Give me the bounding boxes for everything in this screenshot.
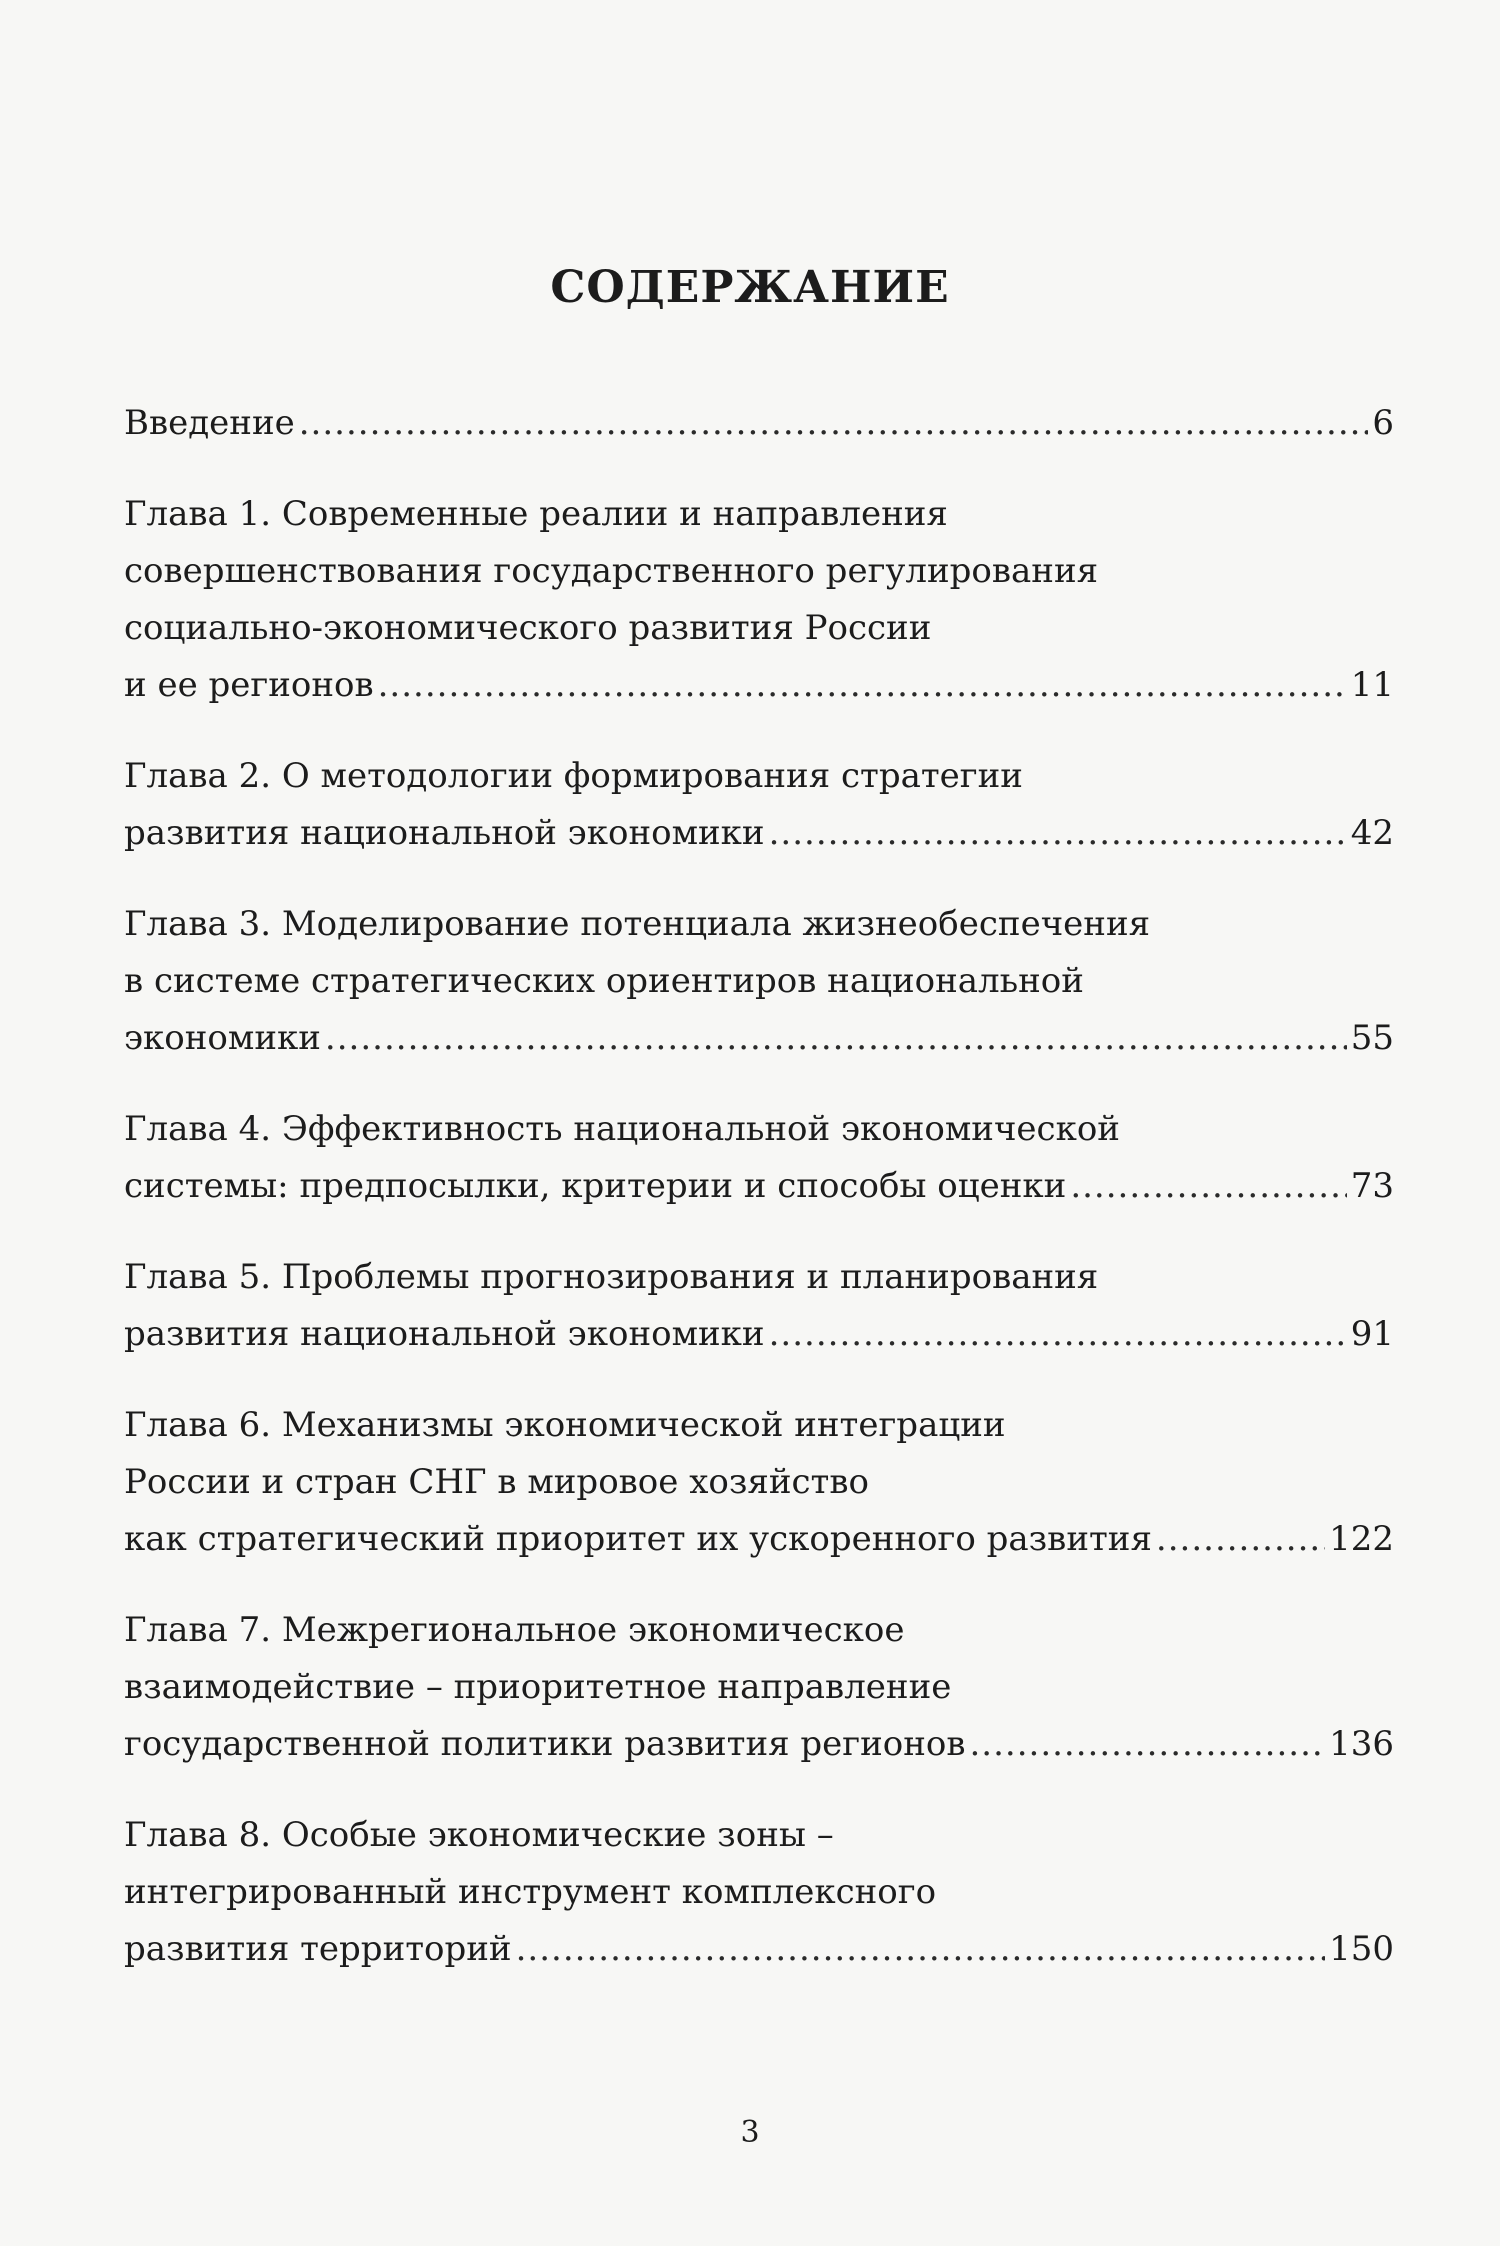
toc-entry-last-line	[124, 1158, 1394, 1215]
toc-entry-line: Глава 7. Межрегиональное экономическое	[124, 1610, 905, 1650]
toc-entry-last-line	[124, 1511, 1394, 1568]
toc-entry-text: как стратегический приоритет их ускоренного развития	[124, 1519, 1152, 1559]
toc-title: СОДЕРЖАНИЕ	[550, 262, 950, 313]
dot-leader	[769, 805, 1347, 862]
dot-leader	[325, 1010, 1347, 1067]
toc-entry-page: 122	[1329, 1519, 1394, 1559]
toc-entry	[124, 896, 1394, 1067]
dot-leader	[378, 657, 1347, 714]
toc-entry-page: 6	[1372, 403, 1394, 443]
toc-entry-page: 55	[1350, 1018, 1394, 1058]
dot-leader	[1070, 1158, 1346, 1215]
dot-leader	[516, 1921, 1325, 1978]
toc-entry-page: 42	[1350, 813, 1394, 853]
toc-entry-text: государственной политики развития регионов	[124, 1724, 966, 1764]
toc-entry-line: Глава 2. О методологии формирования стратегии	[124, 756, 1023, 796]
toc-entry-last-line	[124, 1010, 1394, 1067]
toc-entry-line: Глава 1. Современные реалии и направления	[124, 494, 948, 534]
toc-entry-text: экономики	[124, 1018, 321, 1058]
toc-entry-line: Глава 4. Эффективность национальной экономической	[124, 1109, 1120, 1149]
toc-entry-page: 11	[1350, 665, 1394, 705]
table-of-contents	[124, 395, 1394, 2012]
toc-entry-last-line	[124, 1716, 1394, 1773]
dot-leader	[1156, 1511, 1325, 1568]
toc-entry	[124, 748, 1394, 862]
toc-entry-text: системы: предпосылки, критерии и способы оценки	[124, 1166, 1067, 1206]
toc-entry-text: развития территорий	[124, 1929, 512, 1969]
dot-leader	[969, 1716, 1325, 1773]
toc-entry	[124, 395, 1394, 452]
toc-entry-line: взаимодействие – приоритетное направление	[124, 1667, 952, 1707]
toc-entry-line: в системе стратегических ориентиров национальной	[124, 961, 1084, 1001]
toc-entry	[124, 1397, 1394, 1568]
toc-entry-page: 91	[1350, 1314, 1394, 1354]
toc-entry-text: и ее регионов	[124, 665, 374, 705]
toc-entry-last-line	[124, 805, 1394, 862]
toc-entry-page: 150	[1329, 1929, 1394, 1969]
toc-entry	[124, 1249, 1394, 1363]
toc-entry-page: 136	[1329, 1724, 1394, 1764]
dot-leader	[769, 1306, 1347, 1363]
toc-entry-last-line	[124, 1921, 1394, 1978]
toc-entry-text: Введение	[124, 403, 295, 443]
toc-entry-line: Глава 3. Моделирование потенциала жизнеобеспечения	[124, 904, 1151, 944]
toc-entry-last-line	[124, 1306, 1394, 1363]
toc-entry-text: развития национальной экономики	[124, 813, 765, 853]
toc-entry-line: Глава 8. Особые экономические зоны –	[124, 1815, 834, 1855]
toc-entry	[124, 1101, 1394, 1215]
toc-entry-line: интегрированный инструмент комплексного	[124, 1872, 937, 1912]
toc-entry	[124, 486, 1394, 714]
page-number: 3	[740, 2115, 760, 2150]
toc-entry	[124, 1807, 1394, 1978]
toc-entry-line: России и стран СНГ в мировое хозяйство	[124, 1462, 869, 1502]
toc-entry-line: совершенствования государственного регулирования	[124, 551, 1099, 591]
dot-leader	[299, 395, 1369, 452]
toc-entry-line: социально-экономического развития России	[124, 608, 932, 648]
toc-entry-text: развития национальной экономики	[124, 1314, 765, 1354]
toc-entry	[124, 1602, 1394, 1773]
toc-entry-last-line	[124, 657, 1394, 714]
toc-entry-line: Глава 6. Механизмы экономической интеграции	[124, 1405, 1006, 1445]
toc-entry-line: Глава 5. Проблемы прогнозирования и планирования	[124, 1257, 1099, 1297]
toc-entry-last-line	[124, 395, 1394, 452]
toc-entry-page: 73	[1350, 1166, 1394, 1206]
